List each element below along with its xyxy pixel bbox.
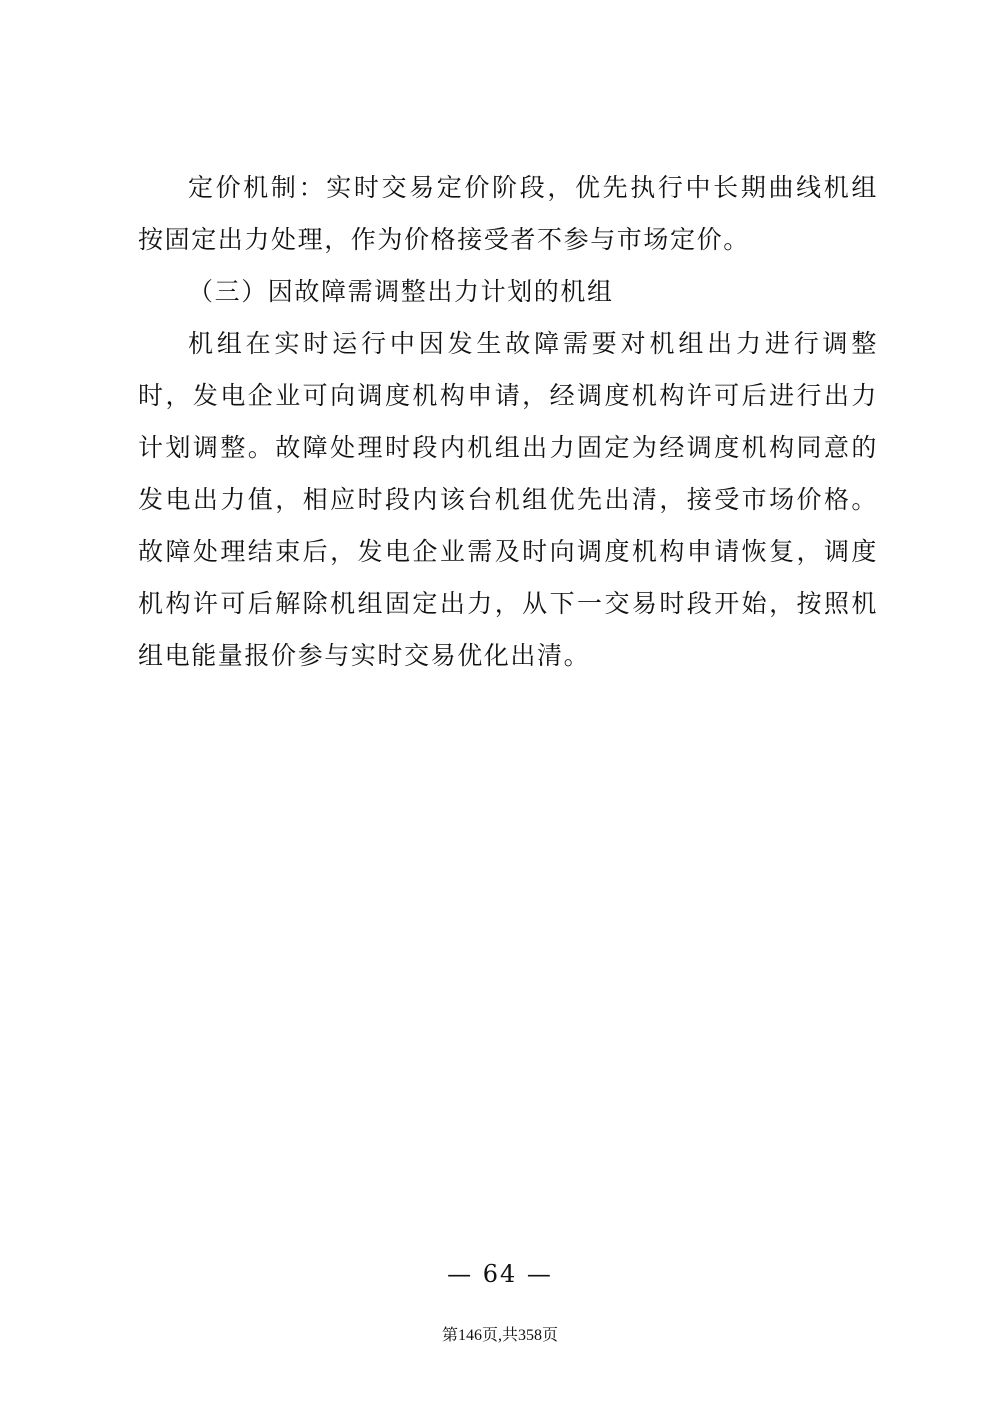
section-heading: （三）因故障需调整出力计划的机组 xyxy=(188,277,614,306)
page-footer: 第146页,共358页 xyxy=(441,1327,558,1344)
pricing-mechanism-paragraph: 定价机制：实时交易定价阶段，优先执行中长期曲线机组按固定出力处理，作为价格接受者不参与市场定价。 xyxy=(138,173,878,254)
page-number: — 64 — xyxy=(447,1260,553,1288)
document-body xyxy=(138,162,878,682)
fault-adjustment-paragraph: 机组在实时运行中因发生故障需要对机组出力进行调整时，发电企业可向调度机构申请，经调度机构许可后进行出力计划调整。故障处理时段内机组出力固定为经调度机构同意的发电出力值，相应时段内该台机组优先出清，接受市场价格。故障处理结束后，发电企业需及时向调度机构申请恢复，调度机构许可后解除机组固定出力，从下一交易时段开始，按照机组电能量报价参与实时交易优化出清。 xyxy=(138,329,878,670)
